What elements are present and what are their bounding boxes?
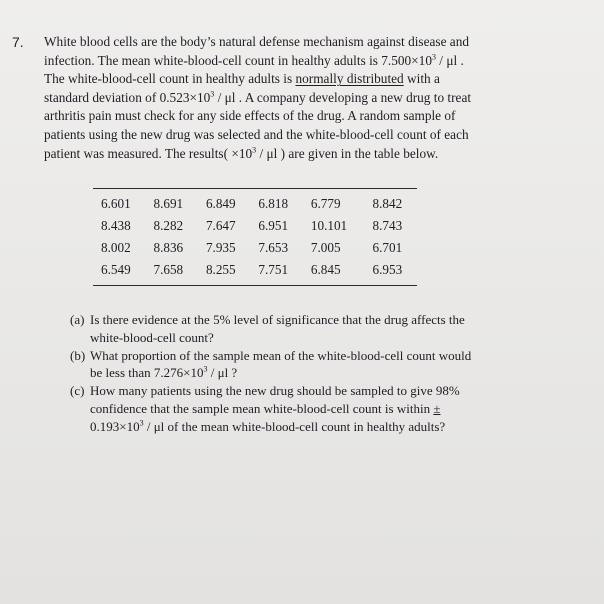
stem-line-3-end: with a xyxy=(403,71,440,87)
table-cell: 6.779 xyxy=(310,196,341,211)
sub-questions xyxy=(70,311,510,436)
exponent: 3 xyxy=(431,52,436,62)
unit-text: / μl . xyxy=(435,52,464,68)
part-b xyxy=(70,347,510,383)
part-b-line-2-end: / μl ? xyxy=(207,365,238,381)
table-cell: 7.658 xyxy=(153,262,184,277)
table-cell: 6.849 xyxy=(205,196,236,211)
part-a-text xyxy=(90,311,510,347)
table-cell: 8.743 xyxy=(372,218,403,233)
table-row xyxy=(93,189,417,216)
stem-line-5: arthritis pain must check for any side effects of the drug. A random sample of xyxy=(44,108,456,124)
measurements-table xyxy=(93,188,417,286)
part-c-text xyxy=(90,382,510,435)
underlined-phrase: normally distributed xyxy=(295,71,404,87)
stem-line-7-end: / μl ) are given in the table below. xyxy=(256,145,439,161)
stem-line-1: White blood cells are the body’s natural defense mechanism against disease and xyxy=(44,34,469,49)
stem-line-7-text: patient was measured. The results( ×10 xyxy=(44,145,253,161)
part-c-line-3 xyxy=(90,418,510,436)
part-c-line-2 xyxy=(90,400,510,418)
stem-line-3 xyxy=(44,70,514,89)
table-cell: 7.647 xyxy=(205,218,236,233)
table-row xyxy=(93,259,417,286)
part-a xyxy=(70,311,510,347)
exponent: 3 xyxy=(252,145,257,155)
table-cell: 8.002 xyxy=(101,240,131,255)
part-b-text xyxy=(90,347,510,383)
stem-line-4 xyxy=(44,89,514,108)
exponent: 3 xyxy=(203,365,208,375)
table-cell: 8.842 xyxy=(372,196,403,211)
part-b-line-1: What proportion of the sample mean of the white-blood-cell count would xyxy=(90,347,472,363)
part-b-line-2-text: be less than 7.276×10 xyxy=(90,365,204,381)
table-cell: 6.601 xyxy=(101,196,131,211)
part-b-label: (b) xyxy=(70,347,86,363)
table-cell: 7.751 xyxy=(258,262,289,277)
table-cell: 10.101 xyxy=(310,218,348,233)
part-c-line-2-text: confidence that the sample mean white-blood-cell count is within xyxy=(90,400,434,416)
question-number: 7. xyxy=(12,34,24,50)
exponent: 3 xyxy=(210,89,215,99)
part-c xyxy=(70,382,510,435)
data-table xyxy=(93,188,417,286)
part-c-label: (c) xyxy=(70,383,85,399)
stem-line-4-text: standard deviation of 0.523×10 xyxy=(44,89,211,105)
table-cell: 6.701 xyxy=(372,240,403,255)
part-c-line-3-end: / μl of the mean white-blood-cell count in healthy adults? xyxy=(143,418,446,434)
exponent: 3 xyxy=(139,418,144,428)
stem-line-2 xyxy=(44,52,514,71)
stem-line-6: patients using the new drug was selected and the white-blood-cell count of each xyxy=(44,126,469,142)
table-cell: 6.953 xyxy=(372,262,403,277)
stem-line-7 xyxy=(44,145,514,164)
part-c-line-1: How many patients using the new drug should be sampled to give 98% xyxy=(90,383,460,399)
part-b-line-2 xyxy=(90,364,510,382)
part-c-line-3-text: 0.193×10 xyxy=(90,418,140,434)
table-body xyxy=(93,189,417,286)
table-cell: 7.935 xyxy=(205,240,236,255)
table-cell: 7.653 xyxy=(258,240,289,255)
table-cell: 8.255 xyxy=(205,262,236,277)
table-cell: 7.005 xyxy=(310,240,341,255)
stem-line-4-end: / μl . A company developing a new drug to treat xyxy=(214,89,472,105)
part-a-label: (a) xyxy=(70,312,85,327)
table-row xyxy=(93,215,417,237)
part-a-line-1: Is there evidence at the 5% level of significance that the drug affects the xyxy=(90,312,465,327)
table-cell: 8.282 xyxy=(153,218,184,233)
part-a-line-2: white-blood-cell count? xyxy=(90,329,214,345)
table-cell: 8.438 xyxy=(101,218,131,233)
stem-line-2-text: infection. The mean white-blood-cell count in healthy adults is 7.500×10 xyxy=(44,52,432,68)
question-stem xyxy=(44,33,514,163)
table-cell: 6.818 xyxy=(258,196,289,211)
table-cell: 8.691 xyxy=(153,196,184,211)
table-row xyxy=(93,237,417,259)
stem-line-3-text: The white-blood-cell count in healthy adults is xyxy=(44,71,296,87)
table-cell: 6.951 xyxy=(258,218,289,233)
table-cell: 6.845 xyxy=(310,262,341,277)
plus-minus-symbol: ± xyxy=(433,400,441,416)
table-cell: 8.836 xyxy=(153,240,184,255)
table-cell: 6.549 xyxy=(101,262,131,277)
